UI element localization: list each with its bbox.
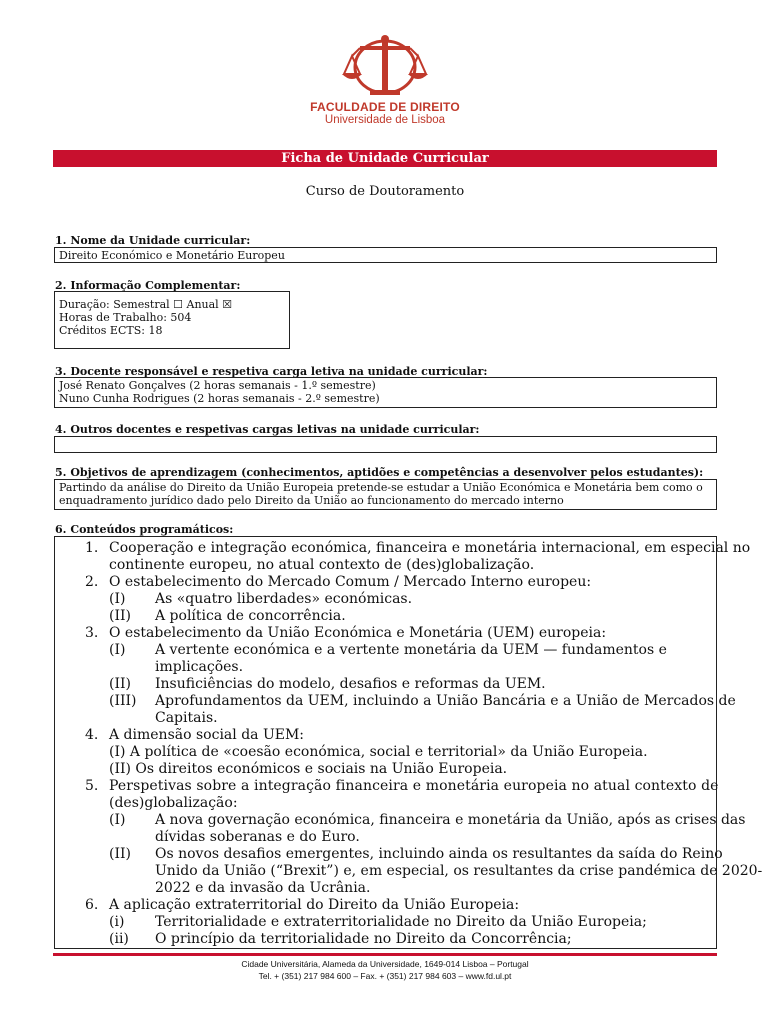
list-item: continente europeu, no atual contexto de (des)globalização. [109,557,535,573]
ects-line: Créditos ECTS: 18 [59,324,163,337]
list-item: A dimensão social da UEM: [109,727,305,743]
course-subtitle: Curso de Doutoramento [305,184,465,199]
sub-numeral: (II) [109,676,131,692]
list-item: As «quatro liberdades» económicas. [155,591,413,607]
list-item: Capitais. [155,710,218,726]
list-item: A vertente económica e a vertente monetária da UEM — fundamentos e [155,642,667,658]
list-item: Insuficiências do modelo, desafios e reformas da UEM. [155,676,546,692]
sub-numeral: (I) [109,642,126,658]
institution-name: FACULDADE DE DIREITO [310,100,460,114]
sub-numeral: (III) [109,693,137,709]
section-6-title: 6. Conteúdos programáticos: [55,523,234,536]
footer-address: Cidade Universitária, Alameda da Universidade, 1649-014 Lisboa – Portugal [241,959,529,969]
list-item: (II) Os direitos económicos e sociais na União Europeia. [109,761,508,777]
list-item: A nova governação económica, financeira e monetária da União, após as crises das [155,812,746,828]
list-item: O estabelecimento do Mercado Comum / Mercado Interno europeu: [109,574,592,590]
sub-numeral: (I) [109,812,126,828]
list-item: A política de concorrência. [155,608,346,624]
lecturer-2: Nuno Cunha Rodrigues (2 horas semanais - 2.º semestre) [59,392,380,405]
footer-contacts: Tel. + (351) 217 984 600 – Fax. + (351) 217 984 603 – www.fd.ul.pt [258,971,512,981]
list-number: 2. [85,574,99,590]
workload-line: Horas de Trabalho: 504 [59,311,192,324]
section-4-title: 4. Outros docentes e respetivas cargas letivas na unidade curricular: [55,423,480,436]
footer-divider [53,953,717,956]
program-content-box [54,536,763,949]
list-item: Unido da União (“Brexit”) e, em especial, os resultantes da crise pandémica de 2020- [155,863,763,879]
list-item: implicações. [155,659,244,675]
list-item: Os novos desafios emergentes, incluindo ainda os resultantes da saída do Reino [155,846,723,862]
section-2-box [54,291,290,349]
list-number: 6. [85,897,99,913]
duration-line: Duração: Semestral ☐ Anual ☒ [59,298,233,311]
section-5-box [54,479,717,510]
section-3-box [54,377,717,408]
list-item: Perspetivas sobre a integração financeira e monetária europeia no atual contexto de [109,778,719,794]
list-number: 3. [85,625,99,641]
list-item: Territorialidade e extraterritorialidade no Direito da União Europeia; [155,914,647,930]
sub-numeral: (ii) [109,931,129,947]
section-4-box [54,436,717,453]
lecturer-1: José Renato Gonçalves (2 horas semanais - 1.º semestre) [59,379,376,392]
list-item: A aplicação extraterritorial do Direito da União Europeia: [109,897,520,913]
objectives-line-2: enquadramento jurídico dado pelo Direito da União ao funcionamento do mercado interno [59,494,564,507]
list-item: Aprofundamentos da UEM, incluindo a União Bancária e a União de Mercados de [155,693,736,709]
faculty-logo [300,34,470,126]
list-item: (des)globalização: [109,795,238,811]
document-title-banner: Ficha de Unidade Curricular [53,150,717,167]
sub-numeral: (I) [109,591,126,607]
list-number: 1. [85,540,99,556]
university-name: Universidade de Lisboa [324,114,446,126]
course-name: Direito Económico e Monetário Europeu [59,249,285,262]
sub-numeral: (II) [109,608,131,624]
list-item: 2022 e da invasão da Ucrânia. [155,880,371,896]
section-1-box [54,247,717,263]
section-5-title: 5. Objetivos de aprendizagem (conhecimentos, aptidões e competências a desenvolver pelos estudantes): [55,466,704,479]
list-item: O princípio da territorialidade no Direito da Concorrência; [155,931,572,947]
section-2-title: 2. Informação Complementar: [55,279,241,292]
sub-numeral: (II) [109,846,131,862]
scales-of-justice-icon [330,34,440,98]
list-item: Cooperação e integração económica, financeira e monetária internacional, em especial no [109,540,751,556]
list-number: 5. [85,778,99,794]
list-number: 4. [85,727,99,743]
sub-numeral: (i) [109,914,125,930]
section-3-title: 3. Docente responsável e respetiva carga letiva na unidade curricular: [55,365,488,378]
section-1-title: 1. Nome da Unidade curricular: [55,234,251,247]
objectives-line-1: Partindo da análise do Direito da União Europeia pretende-se estudar a União Económica e Monetária bem como o [59,481,703,494]
list-item: O estabelecimento da União Económica e Monetária (UEM) europeia: [109,625,607,641]
list-item: (I) A política de «coesão económica, social e territorial» da União Europeia. [109,744,648,760]
list-item: dívidas soberanas e do Euro. [155,829,360,845]
